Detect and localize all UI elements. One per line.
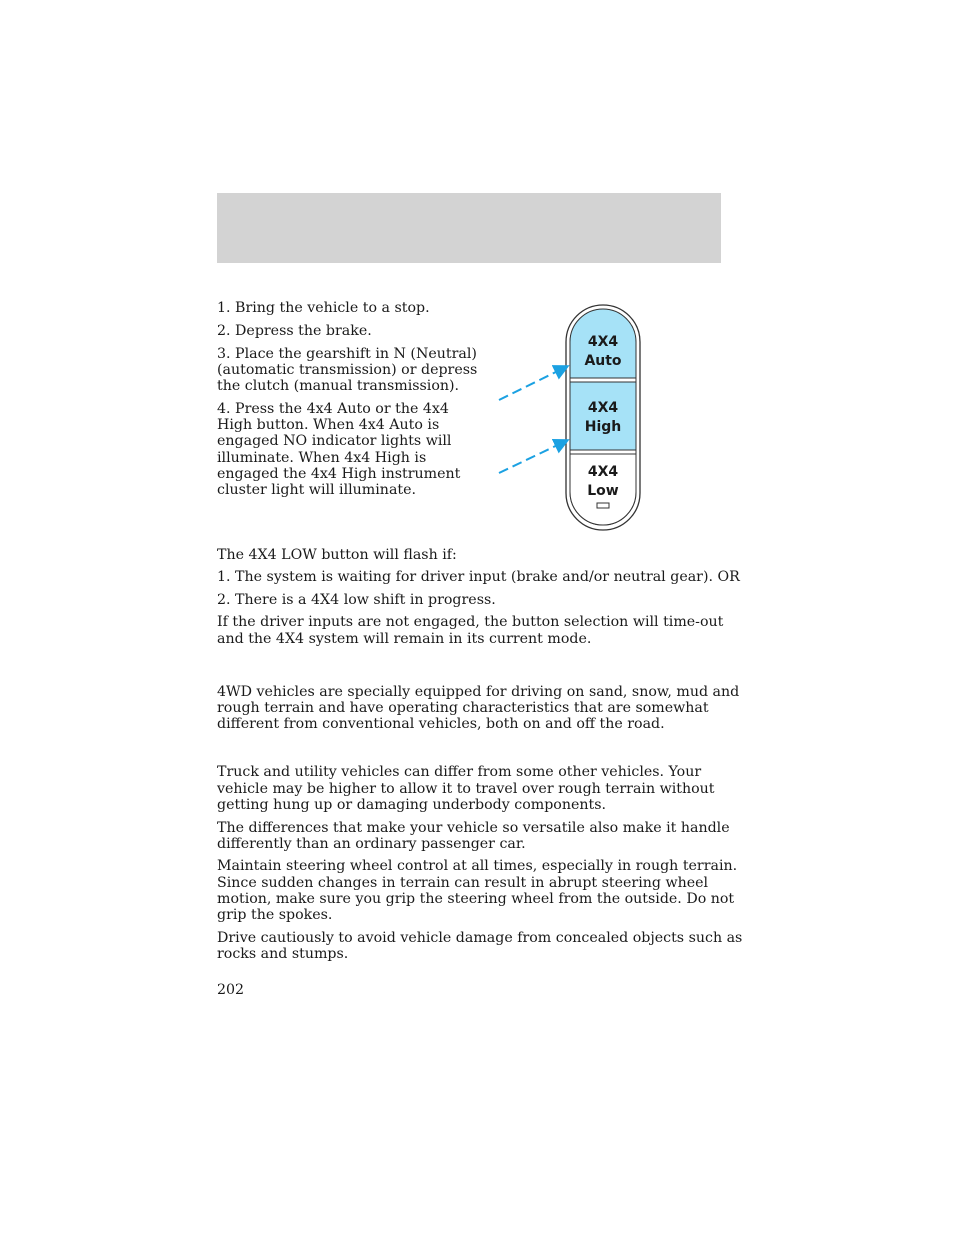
step-3-line-1: 3. Place the gearshift in N (Neutral) bbox=[217, 346, 477, 362]
flash-note-line-2: and the 4X4 system will remain in its current mode. bbox=[217, 631, 592, 647]
step-4-line-6: cluster light will illuminate. bbox=[217, 482, 417, 498]
step-2: 2. Depress the brake. bbox=[217, 323, 372, 339]
arrow-to-high bbox=[499, 441, 566, 473]
step-4-line-4: illuminate. When 4x4 High is bbox=[217, 450, 427, 466]
truck-line-2: vehicle may be higher to allow it to travel over rough terrain without bbox=[217, 781, 715, 797]
arrow-to-auto bbox=[499, 367, 566, 400]
auto-label-line-1: 4X4 bbox=[587, 334, 619, 350]
truck-line-9: grip the spokes. bbox=[217, 907, 333, 923]
truck-line-8: motion, make sure you grip the steering wheel from the outside. Do not bbox=[217, 891, 735, 907]
truck-line-4: The differences that make your vehicle so versatile also make it handle bbox=[217, 820, 730, 836]
flash-note-line-1: If the driver inputs are not engaged, the button selection will time-out bbox=[217, 614, 724, 630]
step-3-line-2: (automatic transmission) or depress bbox=[217, 362, 478, 378]
low-indicator-light bbox=[597, 503, 609, 508]
step-4-line-1: 4. Press the 4x4 Auto or the 4x4 bbox=[217, 401, 449, 417]
truck-line-5: differently than an ordinary passenger car. bbox=[217, 836, 526, 852]
four-wheel-drive-switch-illustration bbox=[490, 300, 660, 540]
high-label-line-1: 4X4 bbox=[587, 400, 619, 416]
truck-line-6: Maintain steering wheel control at all times, especially in rough terrain. bbox=[217, 858, 738, 874]
step-4-line-3: engaged NO indicator lights will bbox=[217, 433, 452, 449]
step-1: 1. Bring the vehicle to a stop. bbox=[217, 300, 430, 316]
page-number: 202 bbox=[217, 982, 245, 998]
truck-line-11: rocks and stumps. bbox=[217, 946, 349, 962]
high-button bbox=[570, 382, 636, 450]
step-4-line-5: engaged the 4x4 High instrument bbox=[217, 466, 461, 482]
fourwd-line-1: 4WD vehicles are specially equipped for driving on sand, snow, mud and bbox=[217, 684, 740, 700]
flash-intro: The 4X4 LOW button will flash if: bbox=[217, 547, 457, 563]
flash-item-2: 2. There is a 4X4 low shift in progress. bbox=[217, 592, 496, 608]
auto-label-line-2: Auto bbox=[584, 353, 622, 369]
high-label-line-2: High bbox=[584, 419, 622, 435]
flash-item-1: 1. The system is waiting for driver input (brake and/or neutral gear). OR bbox=[217, 569, 740, 585]
truck-line-3: getting hung up or damaging underbody components. bbox=[217, 797, 607, 813]
step-4-line-2: High button. When 4x4 Auto is bbox=[217, 417, 440, 433]
truck-line-7: Since sudden changes in terrain can result in abrupt steering wheel bbox=[217, 875, 709, 891]
fourwd-line-2: rough terrain and have operating characteristics that are somewhat bbox=[217, 700, 709, 716]
fourwd-line-3: different from conventional vehicles, both on and off the road. bbox=[217, 716, 665, 732]
step-3-line-3: the clutch (manual transmission). bbox=[217, 378, 460, 394]
truck-line-1: Truck and utility vehicles can differ from some other vehicles. Your bbox=[217, 764, 702, 780]
truck-line-10: Drive cautiously to avoid vehicle damage from concealed objects such as bbox=[217, 930, 743, 946]
low-label-line-2: Low bbox=[587, 483, 619, 499]
section-header-band bbox=[217, 193, 721, 263]
low-label-line-1: 4X4 bbox=[587, 464, 619, 480]
